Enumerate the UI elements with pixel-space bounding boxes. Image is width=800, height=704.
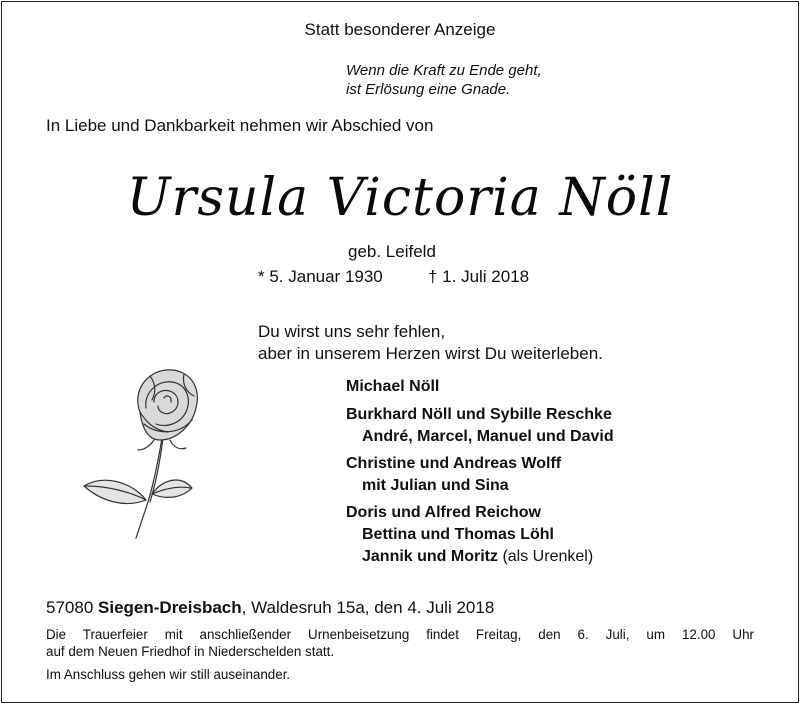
mourner-line-8 bbox=[362, 546, 593, 568]
birth-name: geb. Leifeld bbox=[348, 242, 436, 261]
mourner-line-3: André, Marcel, Manuel und David bbox=[362, 428, 614, 445]
verse-line-1: Du wirst uns sehr fehlen, bbox=[258, 322, 446, 341]
mourner-line-1: Michael Nöll bbox=[346, 378, 440, 395]
mourner-line-7: Bettina und Thomas Löhl bbox=[362, 526, 554, 543]
address-line bbox=[46, 598, 494, 618]
city: Siegen-Dreisbach bbox=[98, 598, 242, 617]
funeral-line-1: Die Trauerfeier mit anschließender Urnenbeisetzung findet Freitag, den 6. Juli, um 12.00 Uhr bbox=[46, 627, 754, 642]
death-date: † 1. Juli 2018 bbox=[428, 267, 530, 286]
birth-date: * 5. Januar 1930 bbox=[258, 267, 383, 286]
postcode: 57080 bbox=[46, 598, 94, 617]
rose-icon bbox=[74, 362, 204, 542]
mourner-name: Jannik und Moritz bbox=[362, 548, 498, 565]
notice-header: Statt besonderer Anzeige bbox=[304, 20, 496, 39]
verse-line-2: aber in unserem Herzen wirst Du weiterleben. bbox=[258, 344, 603, 363]
intro-text: In Liebe und Dankbarkeit nehmen wir Abschied von bbox=[46, 116, 434, 135]
funeral-line-3: Im Anschluss gehen wir still auseinander. bbox=[46, 667, 291, 682]
mourner-note: (als Urenkel) bbox=[502, 548, 594, 565]
quote-line-2: ist Erlösung eine Gnade. bbox=[346, 81, 511, 98]
mourner-line-5: mit Julian und Sina bbox=[362, 477, 509, 494]
deceased-name: Ursula Victoria Nöll bbox=[126, 168, 674, 228]
funeral-line-2: auf dem Neuen Friedhof in Niederschelden statt. bbox=[46, 644, 335, 659]
mourner-line-6: Doris und Alfred Reichow bbox=[346, 504, 541, 521]
address-date: , Waldesruh 15a, den 4. Juli 2018 bbox=[241, 598, 495, 617]
mourner-line-4: Christine und Andreas Wolff bbox=[346, 455, 562, 472]
mourner-line-2: Burkhard Nöll und Sybille Reschke bbox=[346, 406, 612, 423]
quote-line-1: Wenn die Kraft zu Ende geht, bbox=[346, 62, 542, 79]
